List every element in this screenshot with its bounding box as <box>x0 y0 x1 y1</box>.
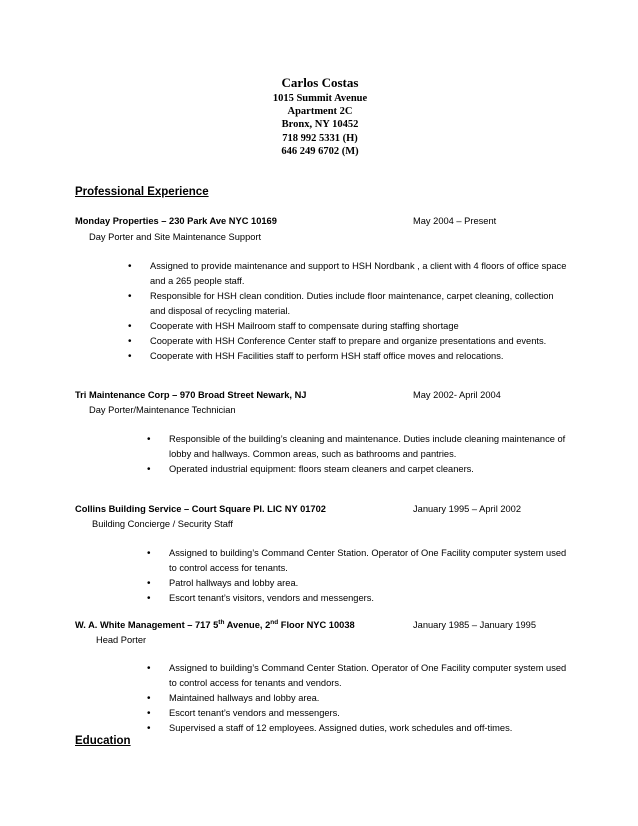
duty-text: Cooperate with HSH Mailroom staff to compensate during staffing shortage <box>150 321 459 331</box>
applicant-name: Carlos Costas <box>281 75 359 90</box>
bullet-icon: • <box>128 291 132 302</box>
bullet-icon: • <box>147 464 151 475</box>
duty-text: Cooperate with HSH Conference Center staff to prepare and organize presentations and events. <box>150 336 547 346</box>
duty-text: Maintained hallways and lobby area. <box>169 693 320 703</box>
employment-dates: January 1985 – January 1995 <box>413 620 537 630</box>
employment-dates: May 2004 – Present <box>413 216 497 226</box>
employer-name <box>75 620 355 630</box>
duty-text: Cooperate with HSH Facilities staff to perform HSH staff office moves and relocations. <box>150 351 504 361</box>
job-role: Day Porter and Site Maintenance Support <box>89 232 262 242</box>
bullet-icon: • <box>128 336 132 347</box>
bullet-icon: • <box>147 578 151 589</box>
duty-text: Assigned to building’s Command Center Station. Operator of One Facility computer system used to control access for tenants and vendors. <box>169 663 567 688</box>
duty-item <box>147 661 567 691</box>
bullet-icon: • <box>128 351 132 362</box>
job-header <box>75 216 575 229</box>
duty-item <box>128 289 568 319</box>
bullet-icon: • <box>128 321 132 332</box>
mobile-phone: 646 249 6702 (M) <box>281 145 359 157</box>
job-role: Building Concierge / Security Staff <box>92 519 233 529</box>
bullet-icon: • <box>147 723 151 734</box>
section-title-education: Education <box>75 735 131 747</box>
duty-text: Patrol hallways and lobby area. <box>169 578 299 588</box>
duty-text: Responsible for HSH clean condition. Duties include floor maintenance, carpet cleaning, collection and disposal of recycling material. <box>150 291 554 316</box>
address-line-2: Apartment 2C <box>287 106 353 118</box>
duty-item <box>128 334 568 349</box>
bullet-icon: • <box>147 434 151 445</box>
city-line: Bronx, NY 10452 <box>281 119 359 131</box>
duty-text: Supervised a staff of 12 employees. Assigned duties, work schedules and off-times. <box>169 723 513 733</box>
job-header <box>75 390 575 403</box>
ordinal-suffix: nd <box>270 618 279 626</box>
employment-dates: January 1995 – April 2002 <box>413 504 522 514</box>
job-header <box>75 620 575 633</box>
duty-text: Assigned to provide maintenance and support to HSH Nordbank , a client with 4 floors of office space and a 265 people staff. <box>150 261 567 286</box>
bullet-icon: • <box>147 693 151 704</box>
duty-item <box>147 721 567 736</box>
duty-item <box>147 462 567 477</box>
duty-item <box>128 319 568 334</box>
duty-list <box>147 432 567 477</box>
address-line-1: 1015 Summit Avenue <box>272 93 368 104</box>
bullet-icon: • <box>147 593 151 604</box>
duty-text: Operated industrial equipment: floors steam cleaners and carpet cleaners. <box>169 464 474 474</box>
employer-name-part: W. A. White Management – 717 5 <box>75 620 219 630</box>
duty-list <box>128 259 568 364</box>
employer-name-part: Floor NYC 10038 <box>278 620 355 630</box>
bullet-icon: • <box>147 663 151 674</box>
job-role: Day Porter/Maintenance Technician <box>89 405 236 415</box>
duty-text: Escort tenant’s visitors, vendors and messengers. <box>169 593 374 603</box>
duty-item <box>147 576 567 591</box>
employer-name: Monday Properties – 230 Park Ave NYC 10169 <box>75 216 277 226</box>
bullet-icon: • <box>147 548 151 559</box>
employer-name-part: Avenue, 2 <box>224 620 271 630</box>
job-header <box>75 504 575 517</box>
employment-dates: May 2002- April 2004 <box>413 390 501 400</box>
duty-text: Escort tenant’s vendors and messengers. <box>169 708 340 718</box>
employer-name: Tri Maintenance Corp – 970 Broad Street Newark, NJ <box>75 390 307 400</box>
section-title-experience: Professional Experience <box>75 186 209 198</box>
duty-item <box>147 706 567 721</box>
duty-text: Assigned to building’s Command Center Station. Operator of One Facility computer system used to control access for tenants. <box>169 548 567 573</box>
duty-text: Responsible of the building’s cleaning and maintenance. Duties include cleaning maintenance of lobby and hallways. Common areas, such as bathrooms and pantries. <box>169 434 566 459</box>
ordinal-suffix: th <box>218 618 225 626</box>
duty-item <box>128 259 568 289</box>
duty-list <box>147 546 567 606</box>
job-role: Head Porter <box>96 635 147 645</box>
duty-item <box>147 691 567 706</box>
bullet-icon: • <box>128 261 132 272</box>
bullet-icon: • <box>147 708 151 719</box>
duty-item <box>147 546 567 576</box>
duty-item <box>128 349 568 364</box>
duty-list <box>147 661 567 736</box>
contact-header <box>180 74 460 158</box>
duty-item <box>147 591 567 606</box>
duty-item <box>147 432 567 462</box>
employer-name: Collins Building Service – Court Square Pl. LIC NY 01702 <box>75 504 326 514</box>
home-phone: 718 992 5331 (H) <box>282 132 358 144</box>
